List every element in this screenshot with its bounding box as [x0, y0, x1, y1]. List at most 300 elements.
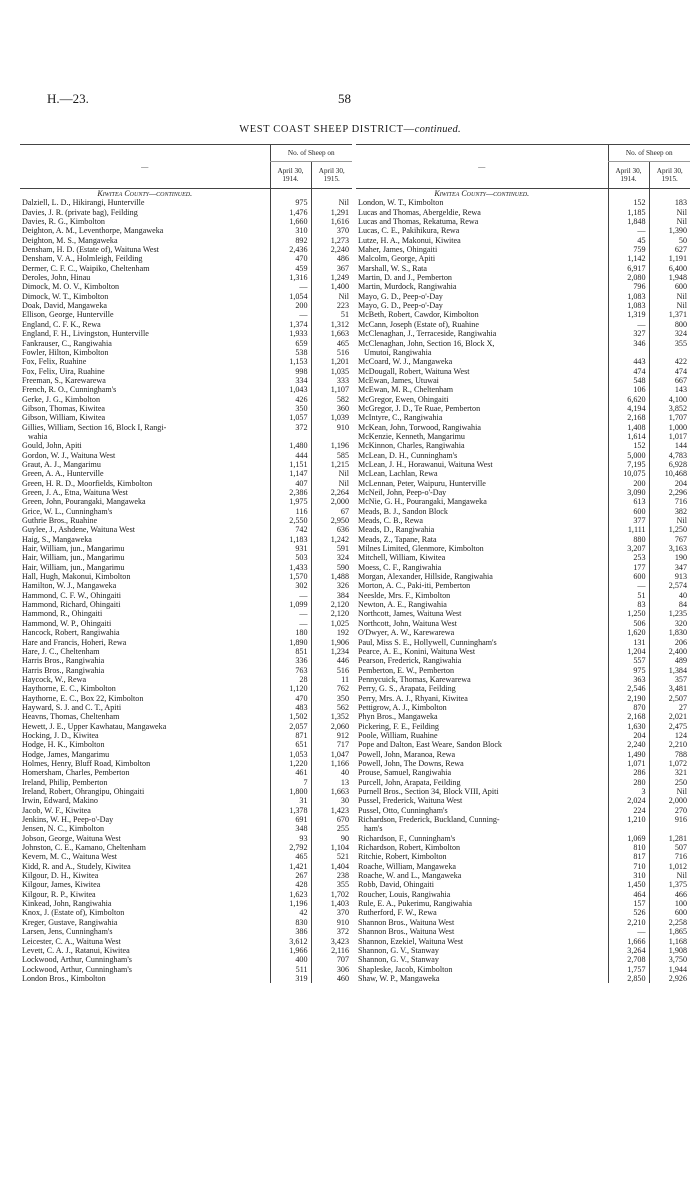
- sheep-1914-cell: 691: [270, 815, 311, 824]
- table-row: [356, 675, 690, 684]
- table-row: [20, 479, 352, 488]
- owner-name-cell: Phyn Bros., Mangaweka: [358, 712, 438, 722]
- sheep-1914-cell: 310: [270, 226, 311, 235]
- owner-name-cell: Pickering, F. E., Feilding: [358, 721, 439, 731]
- sheep-1915-cell: 124: [649, 731, 690, 740]
- owner-name-cell: Shannon, Ezekiel, Waituna West: [358, 936, 464, 946]
- table-row: [20, 236, 352, 245]
- sheep-1914-cell: 1,480: [270, 441, 311, 450]
- sheep-1915-cell: 1,830: [649, 628, 690, 637]
- table-row: [20, 927, 352, 936]
- sheep-1914-cell: 1,185: [608, 208, 649, 217]
- owner-name-cell: Green, John, Pourangaki, Mangaweka: [22, 497, 146, 507]
- table-row: [20, 834, 352, 843]
- owner-name-cell: Hair, William, jun., Mangarimu: [22, 553, 125, 563]
- owner-name-cell: Dimock, M. O. V., Kimbolton: [22, 282, 120, 292]
- sheep-1914-cell: 810: [608, 843, 649, 852]
- document-reference: H.—23.: [47, 91, 89, 106]
- sheep-1914-cell: 2,386: [270, 488, 311, 497]
- sheep-1915-cell: 1,047: [311, 750, 352, 759]
- owner-name-cell: Hammond, W. P., Ohingaiti: [22, 618, 112, 628]
- table-row: [356, 927, 690, 936]
- section-heading: Kiwitea County—continued.: [434, 189, 530, 198]
- sheep-1915-cell: 474: [649, 367, 690, 376]
- table-row: [20, 899, 352, 908]
- table-row: [20, 264, 352, 273]
- table-row: [20, 871, 352, 880]
- table-row: [20, 600, 352, 609]
- sheep-1914-cell: —: [608, 320, 649, 329]
- owner-name-cell: Jensen, N. C., Kimbolton: [22, 824, 105, 834]
- table-row: [356, 946, 690, 955]
- sheep-1914-cell: 1,966: [270, 946, 311, 955]
- owner-name-cell: Green, A. A., Hunterville: [22, 469, 104, 479]
- sheep-1915-cell: 1,375: [649, 880, 690, 889]
- owner-name-cell: Ritchie, Robert, Kimbolton: [358, 852, 447, 862]
- owner-name-cell: Roache, W. and L., Mangaweka: [358, 871, 462, 881]
- sheep-1914-cell: 1,666: [608, 937, 649, 946]
- sheep-1915-cell: 320: [649, 619, 690, 628]
- sheep-1914-cell: 2,210: [608, 918, 649, 927]
- sheep-1914-cell: 998: [270, 367, 311, 376]
- table-row: [356, 890, 690, 899]
- sheep-1914-cell: 2,190: [608, 694, 649, 703]
- sheep-1915-cell: 2,000: [649, 796, 690, 805]
- owner-name-cell: Pearson, Frederick, Rangiwahia: [358, 656, 462, 666]
- sheep-1914-cell: 377: [608, 516, 649, 525]
- sheep-1915-cell: 1,371: [649, 310, 690, 319]
- sheep-1915-cell: 707: [311, 955, 352, 964]
- sheep-1915-cell: 2,258: [649, 918, 690, 927]
- table-row: [20, 666, 352, 675]
- sheep-1914-cell: —: [270, 591, 311, 600]
- sheep-1915-cell: 84: [649, 600, 690, 609]
- sheep-1914-cell: 759: [608, 245, 649, 254]
- sheep-1914-cell: —: [270, 282, 311, 291]
- sheep-1914-cell: 892: [270, 236, 311, 245]
- owner-name-cell: Holmes, Henry, Bluff Road, Kimbolton: [22, 758, 151, 768]
- sheep-1914-cell: 1,210: [608, 815, 649, 824]
- owner-name-cell: Mitchell, William, Kiwitea: [358, 553, 446, 563]
- owner-name-cell: Hare, J. C., Cheltenham: [22, 646, 100, 656]
- owner-name-cell: Deighton, M. S., Mangaweka: [22, 235, 118, 245]
- owner-name-cell: Gould, John, Apiti: [22, 441, 82, 451]
- owner-name-cell: Johnston, C. E., Kamano, Cheltenham: [22, 843, 146, 853]
- owner-name-cell: Ireland, Philip, Pemberton: [22, 777, 108, 787]
- table-row: [20, 367, 352, 376]
- sheep-1914-cell: 1,153: [270, 357, 311, 366]
- sheep-1915-cell: 1,403: [311, 899, 352, 908]
- right-sheep-table: [356, 144, 690, 983]
- owner-name-cell: Richardson, Robert, Kimbolton: [358, 843, 461, 853]
- sheep-1914-cell: 1,408: [608, 423, 649, 432]
- owner-column-header: —: [20, 145, 270, 189]
- sheep-1915-cell: 590: [311, 563, 352, 572]
- table-row: [20, 843, 352, 852]
- sheep-1914-cell: 10,075: [608, 469, 649, 478]
- table-row: [356, 423, 690, 432]
- owner-name-cell: Hewett, J. E., Upper Kawhatau, Mangaweka: [22, 721, 167, 731]
- sheep-1915-cell: 600: [649, 282, 690, 291]
- table-row: [356, 469, 690, 478]
- sheep-1915-cell: 1,707: [649, 413, 690, 422]
- sheep-1915-cell: 591: [311, 544, 352, 553]
- table-row: [356, 460, 690, 469]
- sheep-1915-cell: 2,950: [311, 516, 352, 525]
- sheep-1915-cell: 788: [649, 750, 690, 759]
- table-row: [20, 385, 352, 394]
- owner-column-header: —: [356, 145, 608, 189]
- sheep-1914-cell: 253: [608, 553, 649, 562]
- sheep-1914-cell: 1,421: [270, 862, 311, 871]
- sheep-1914-cell: 327: [608, 329, 649, 338]
- owner-name-cell: Gibson, William, Kiwitea: [22, 413, 106, 423]
- sheep-1915-cell: 767: [649, 535, 690, 544]
- owner-name-cell: Shapleske, Jacob, Kimbolton: [358, 964, 453, 974]
- sheep-1915-cell: 1,201: [311, 357, 352, 366]
- table-row: [356, 376, 690, 385]
- sheep-1914-cell: 1,196: [270, 899, 311, 908]
- sheep-1914-cell: 1,083: [608, 301, 649, 310]
- sheep-1915-cell: Nil: [649, 217, 690, 226]
- owner-name-cell: Shannon, G. V., Stanway: [358, 955, 439, 965]
- owner-name-cell: Shaw, W. P., Mangaweka: [358, 973, 440, 983]
- table-row: [356, 198, 690, 207]
- sheep-1914-cell: 1,250: [608, 609, 649, 618]
- sheep-1914-cell: 444: [270, 451, 311, 460]
- sheep-1915-cell: 270: [649, 806, 690, 815]
- owner-name-cell: Guthrie Bros., Ruahine: [22, 516, 98, 526]
- owner-name-cell: McGregor, Ewen, Ohingaiti: [358, 394, 449, 404]
- sheep-1915-cell: 1,663: [311, 329, 352, 338]
- sheep-1914-cell: 4,194: [608, 404, 649, 413]
- table-row: [20, 918, 352, 927]
- owner-name-cell: Malcolm, George, Apiti: [358, 254, 436, 264]
- sheep-1914-cell: 200: [608, 479, 649, 488]
- table-row: [356, 666, 690, 675]
- sheep-1915-cell: Nil: [311, 469, 352, 478]
- owner-name-cell: Meads, D., Rangiwahia: [358, 525, 435, 535]
- owner-name-cell: Haythorne, E. C., Box 22, Kimbolton: [22, 693, 144, 703]
- owner-name-cell: Fankrauser, C., Rangiwahia: [22, 338, 112, 348]
- sheep-1915-cell: 223: [311, 301, 352, 310]
- table-row: [356, 918, 690, 927]
- owner-name-cell: Gillies, William, Section 16, Block I, Rangi-: [22, 422, 167, 432]
- sheep-1914-cell: 851: [270, 647, 311, 656]
- owner-name-cell: Powell, John, Maranoa, Rewa: [358, 749, 456, 759]
- owner-name-cell: Hammond, Richard, Ohingaiti: [22, 600, 121, 610]
- sheep-1915-cell: 238: [311, 871, 352, 880]
- sheep-1915-cell: 507: [649, 843, 690, 852]
- table-row: [20, 208, 352, 217]
- sheep-1915-cell: 100: [649, 899, 690, 908]
- sheep-1915-cell: 1,168: [649, 937, 690, 946]
- sheep-1915-cell: 717: [311, 740, 352, 749]
- sheep-count-group-header: No. of Sheep on: [608, 145, 690, 162]
- right-column: [356, 144, 690, 983]
- owner-name-cell: Lockwood, Arthur, Cunningham's: [22, 955, 132, 965]
- table-row: [20, 852, 352, 861]
- sheep-1915-cell: Nil: [311, 198, 352, 207]
- sheep-1915-cell: 372: [311, 927, 352, 936]
- owner-name-cell: Pearce, A. E., Konini, Waituna West: [358, 646, 476, 656]
- sheep-1915-cell: 1,291: [311, 208, 352, 217]
- sheep-count-group-header: No. of Sheep on: [270, 145, 352, 162]
- sheep-1915-cell: 1,191: [649, 254, 690, 263]
- sheep-1914-cell: 871: [270, 731, 311, 740]
- table-row: [20, 750, 352, 759]
- owner-name-cell: Pettigrow, A. J., Kimbolton: [358, 702, 447, 712]
- sheep-1915-cell: 67: [311, 507, 352, 516]
- table-row: [20, 516, 352, 525]
- owner-name-cell: England, F. H., Livingston, Hunterville: [22, 329, 149, 339]
- sheep-1914-cell: 2,057: [270, 722, 311, 731]
- sheep-1914-cell: 7: [270, 778, 311, 787]
- sheep-1915-cell: Nil: [649, 292, 690, 301]
- sheep-1915-cell: 204: [649, 479, 690, 488]
- table-row: [20, 908, 352, 917]
- owner-name-cell: Guylee, J., Ashdene, Waituna West: [22, 525, 136, 535]
- sheep-1915-cell: 1,400: [311, 282, 352, 291]
- sheep-1914-cell: 1,490: [608, 750, 649, 759]
- table-row: [356, 937, 690, 946]
- sheep-1914-cell: 93: [270, 834, 311, 843]
- sheep-1914-cell: 1,630: [608, 722, 649, 731]
- owner-name-cell: Irwin, Edward, Makino: [22, 796, 98, 806]
- sheep-1915-cell: Nil: [649, 516, 690, 525]
- year-1914-header: April 30, 1914.: [608, 162, 649, 189]
- table-row: [356, 254, 690, 263]
- table-row: [20, 423, 352, 432]
- sheep-1915-cell: 2,120: [311, 600, 352, 609]
- sheep-1914-cell: 45: [608, 236, 649, 245]
- owner-name-cell: McCann, Joseph (Estate of), Ruahine: [358, 319, 479, 329]
- owner-name-cell: McLean, J. H., Horawanui, Waituna West: [358, 459, 493, 469]
- sheep-1915-cell: 13: [311, 778, 352, 787]
- sheep-1915-cell: 333: [311, 376, 352, 385]
- owner-name-cell: London Bros., Kimbolton: [22, 973, 106, 983]
- sheep-1915-cell: 50: [649, 236, 690, 245]
- table-row: [20, 497, 352, 506]
- owner-name-cell: Heavns, Thomas, Cheltenham: [22, 712, 120, 722]
- sheep-1915-cell: 2,116: [311, 946, 352, 955]
- sheep-1914-cell: 1,848: [608, 217, 649, 226]
- sheep-1914-cell: 2,168: [608, 712, 649, 721]
- owner-name-cell: Davies, R. G., Kimbolton: [22, 217, 105, 227]
- sheep-1915-cell: [649, 348, 690, 357]
- sheep-1914-cell: [608, 824, 649, 833]
- table-row: [356, 432, 690, 441]
- sheep-1914-cell: 796: [608, 282, 649, 291]
- table-row: [20, 647, 352, 656]
- sheep-1914-cell: 116: [270, 507, 311, 516]
- table-row: [356, 301, 690, 310]
- sheep-1914-cell: 3,264: [608, 946, 649, 955]
- sheep-1914-cell: 931: [270, 544, 311, 553]
- owner-name-cell: Hair, William, jun., Mangarimu: [22, 544, 125, 554]
- sheep-1915-cell: 2,060: [311, 722, 352, 731]
- sheep-1915-cell: 3,481: [649, 684, 690, 693]
- owner-name-cell: Meads, C. B., Rewa: [358, 516, 423, 526]
- sheep-1914-cell: 443: [608, 357, 649, 366]
- owner-name-cell: Purcell, John, Arapata, Feilding: [358, 777, 461, 787]
- sheep-1914-cell: 470: [270, 254, 311, 263]
- table-row: [356, 638, 690, 647]
- sheep-1914-cell: 1,183: [270, 535, 311, 544]
- sheep-1914-cell: 880: [608, 535, 649, 544]
- sheep-1915-cell: 1,250: [649, 525, 690, 534]
- sheep-1915-cell: 40: [311, 768, 352, 777]
- sheep-1915-cell: Nil: [649, 871, 690, 880]
- table-row: [356, 834, 690, 843]
- table-row: [20, 759, 352, 768]
- sheep-1915-cell: 627: [649, 245, 690, 254]
- table-row: [356, 544, 690, 553]
- sheep-1914-cell: 830: [270, 918, 311, 927]
- table-row: [20, 245, 352, 254]
- owner-name-cell: Shannon Bros., Waituna West: [358, 927, 455, 937]
- sheep-1915-cell: 27: [649, 703, 690, 712]
- table-row: [20, 563, 352, 572]
- sheep-1914-cell: 659: [270, 339, 311, 348]
- sheep-1915-cell: 1,404: [311, 862, 352, 871]
- owner-name-cell: Milnes Limited, Glenmore, Kimbolton: [358, 544, 484, 554]
- sheep-1915-cell: 1,242: [311, 535, 352, 544]
- table-row: [20, 796, 352, 805]
- sheep-1914-cell: 651: [270, 740, 311, 749]
- table-row: [356, 591, 690, 600]
- owner-name-cell: McGregor, J. D., Te Ruae, Pemberton: [358, 403, 481, 413]
- owner-name-cell: Green, H. R. D., Moorfields, Kimbolton: [22, 478, 153, 488]
- owner-name-cell: McKean, John, Torwood, Rangiwahia: [358, 422, 481, 432]
- sheep-1914-cell: 319: [270, 974, 311, 983]
- owner-name-cell: Knox, J. (Estate of), Kimbolton: [22, 908, 125, 918]
- sheep-1915-cell: 357: [649, 675, 690, 684]
- sheep-1915-cell: 324: [649, 329, 690, 338]
- sheep-1914-cell: 1,319: [608, 310, 649, 319]
- owner-name-cell: Richardson, F., Cunningham's: [358, 833, 456, 843]
- sheep-1915-cell: 460: [311, 974, 352, 983]
- owner-name-cell: McLean, D. H., Cunningham's: [358, 450, 458, 460]
- table-row: [356, 628, 690, 637]
- table-row: [356, 282, 690, 291]
- sheep-1914-cell: 131: [608, 638, 649, 647]
- owner-name-cell: Lucas and Thomas, Abergeldie, Rewa: [358, 207, 481, 217]
- owner-name-cell: Doak, David, Mangaweka: [22, 301, 107, 311]
- table-row: [20, 432, 352, 441]
- table-row: [20, 955, 352, 964]
- table-row: [20, 339, 352, 348]
- sheep-1914-cell: 2,708: [608, 955, 649, 964]
- sheep-1914-cell: 28: [270, 675, 311, 684]
- sheep-1915-cell: 1,423: [311, 806, 352, 815]
- table-row: [356, 843, 690, 852]
- sheep-1914-cell: 474: [608, 367, 649, 376]
- table-row: [20, 937, 352, 946]
- table-row: [20, 469, 352, 478]
- sheep-1914-cell: 742: [270, 525, 311, 534]
- table-row: [20, 507, 352, 516]
- sheep-1915-cell: 3,852: [649, 404, 690, 413]
- table-row: [356, 778, 690, 787]
- sheep-1915-cell: 446: [311, 656, 352, 665]
- table-row: [356, 488, 690, 497]
- table-row: [356, 787, 690, 796]
- sheep-1914-cell: 1,142: [608, 254, 649, 263]
- sheep-1915-cell: 370: [311, 226, 352, 235]
- owner-name-cell: Powell, John, The Downs, Rewa: [358, 758, 464, 768]
- sheep-1915-cell: Nil: [649, 208, 690, 217]
- table-row: [356, 339, 690, 348]
- sheep-1914-cell: 526: [608, 908, 649, 917]
- table-row: [356, 226, 690, 235]
- sheep-1914-cell: [608, 348, 649, 357]
- sheep-1915-cell: 384: [311, 591, 352, 600]
- owner-name-cell: Meads, Z., Tapane, Rata: [358, 534, 437, 544]
- owner-name-cell: London, W. T., Kimbolton: [358, 198, 444, 208]
- owner-name-cell: Graut, A. J., Mangarimu: [22, 459, 101, 469]
- sheep-1915-cell: 360: [311, 404, 352, 413]
- owner-name-cell: French, R. O., Cunningham's: [22, 385, 117, 395]
- table-row: [20, 638, 352, 647]
- owner-name-cell: Jobson, George, Waituna West: [22, 833, 121, 843]
- table-row: [356, 310, 690, 319]
- sheep-1915-cell: 716: [649, 497, 690, 506]
- sheep-1914-cell: 1,083: [608, 292, 649, 301]
- sheep-1915-cell: 347: [649, 563, 690, 572]
- owner-name-cell: Deroles, John, Hinau: [22, 273, 91, 283]
- table-row: [20, 320, 352, 329]
- table-row: [356, 880, 690, 889]
- sheep-1915-cell: 1,234: [311, 647, 352, 656]
- owner-name-cell: Gibson, Thomas, Kiwitea: [22, 403, 106, 413]
- table-row: [20, 254, 352, 263]
- sheep-1915-cell: 190: [649, 553, 690, 562]
- sheep-1914-cell: 1,614: [608, 432, 649, 441]
- owner-name-cell: Meads, B. J., Sandon Block: [358, 506, 448, 516]
- sheep-1914-cell: 459: [270, 264, 311, 273]
- sheep-1915-cell: 670: [311, 815, 352, 824]
- sheep-1914-cell: 1,570: [270, 572, 311, 581]
- sheep-1915-cell: 1,012: [649, 862, 690, 871]
- sheep-1914-cell: 1,660: [270, 217, 311, 226]
- sheep-1915-cell: 1,104: [311, 843, 352, 852]
- sheep-1915-cell: 1,000: [649, 423, 690, 432]
- sheep-1915-cell: 521: [311, 852, 352, 861]
- table-row: [356, 273, 690, 282]
- sheep-1915-cell: 2,021: [649, 712, 690, 721]
- table-row: [356, 740, 690, 749]
- sheep-1915-cell: 667: [649, 376, 690, 385]
- year-1914-header: April 30, 1914.: [270, 162, 311, 189]
- sheep-1914-cell: 1,220: [270, 759, 311, 768]
- sheep-1914-cell: 177: [608, 563, 649, 572]
- sheep-1914-cell: 1,450: [608, 880, 649, 889]
- sheep-1914-cell: 200: [270, 301, 311, 310]
- sheep-1914-cell: 1,757: [608, 965, 649, 974]
- owner-name-cell: Morton, A. C., Paki-iti, Pemberton: [358, 581, 471, 591]
- table-row: [20, 974, 352, 983]
- sheep-1915-cell: 6,928: [649, 460, 690, 469]
- owner-name-cell: Hammond, C. F. W., Ohingaiti: [22, 590, 121, 600]
- owner-name-cell: Lutze, H. A., Makonui, Kiwitea: [358, 235, 461, 245]
- owner-name-cell: Jenkins, W. H., Peep-o'-Day: [22, 815, 114, 825]
- sheep-1914-cell: 470: [270, 694, 311, 703]
- table-row: [20, 572, 352, 581]
- sheep-1915-cell: 1,390: [649, 226, 690, 235]
- sheep-1915-cell: 144: [649, 441, 690, 450]
- sheep-1914-cell: —: [608, 226, 649, 235]
